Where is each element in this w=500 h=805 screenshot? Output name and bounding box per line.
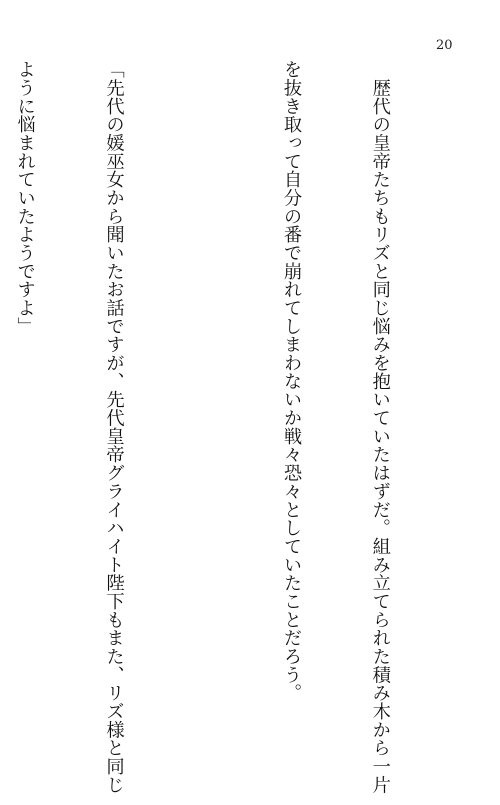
text-line-2: を抜き取って自分の番で崩れてしまわないか戦々恐々としていたことだろう。	[281, 60, 303, 702]
page-number: 20	[436, 38, 453, 53]
text-line-1: 歴代の皇帝たちもリズと同じ悩みを抱いていたはずだ。組み立てられた積み木から一片	[369, 60, 391, 794]
vertical-text-block	[0, 60, 454, 794]
paragraph-gap	[188, 60, 218, 61]
text-line-3: 「先代の媛巫女から聞いたお話ですが、先代皇帝グライハイト陛下もまた、リズ様と同じ	[103, 60, 125, 794]
text-line-4: ように悩まれていたようですよ」	[14, 60, 36, 336]
